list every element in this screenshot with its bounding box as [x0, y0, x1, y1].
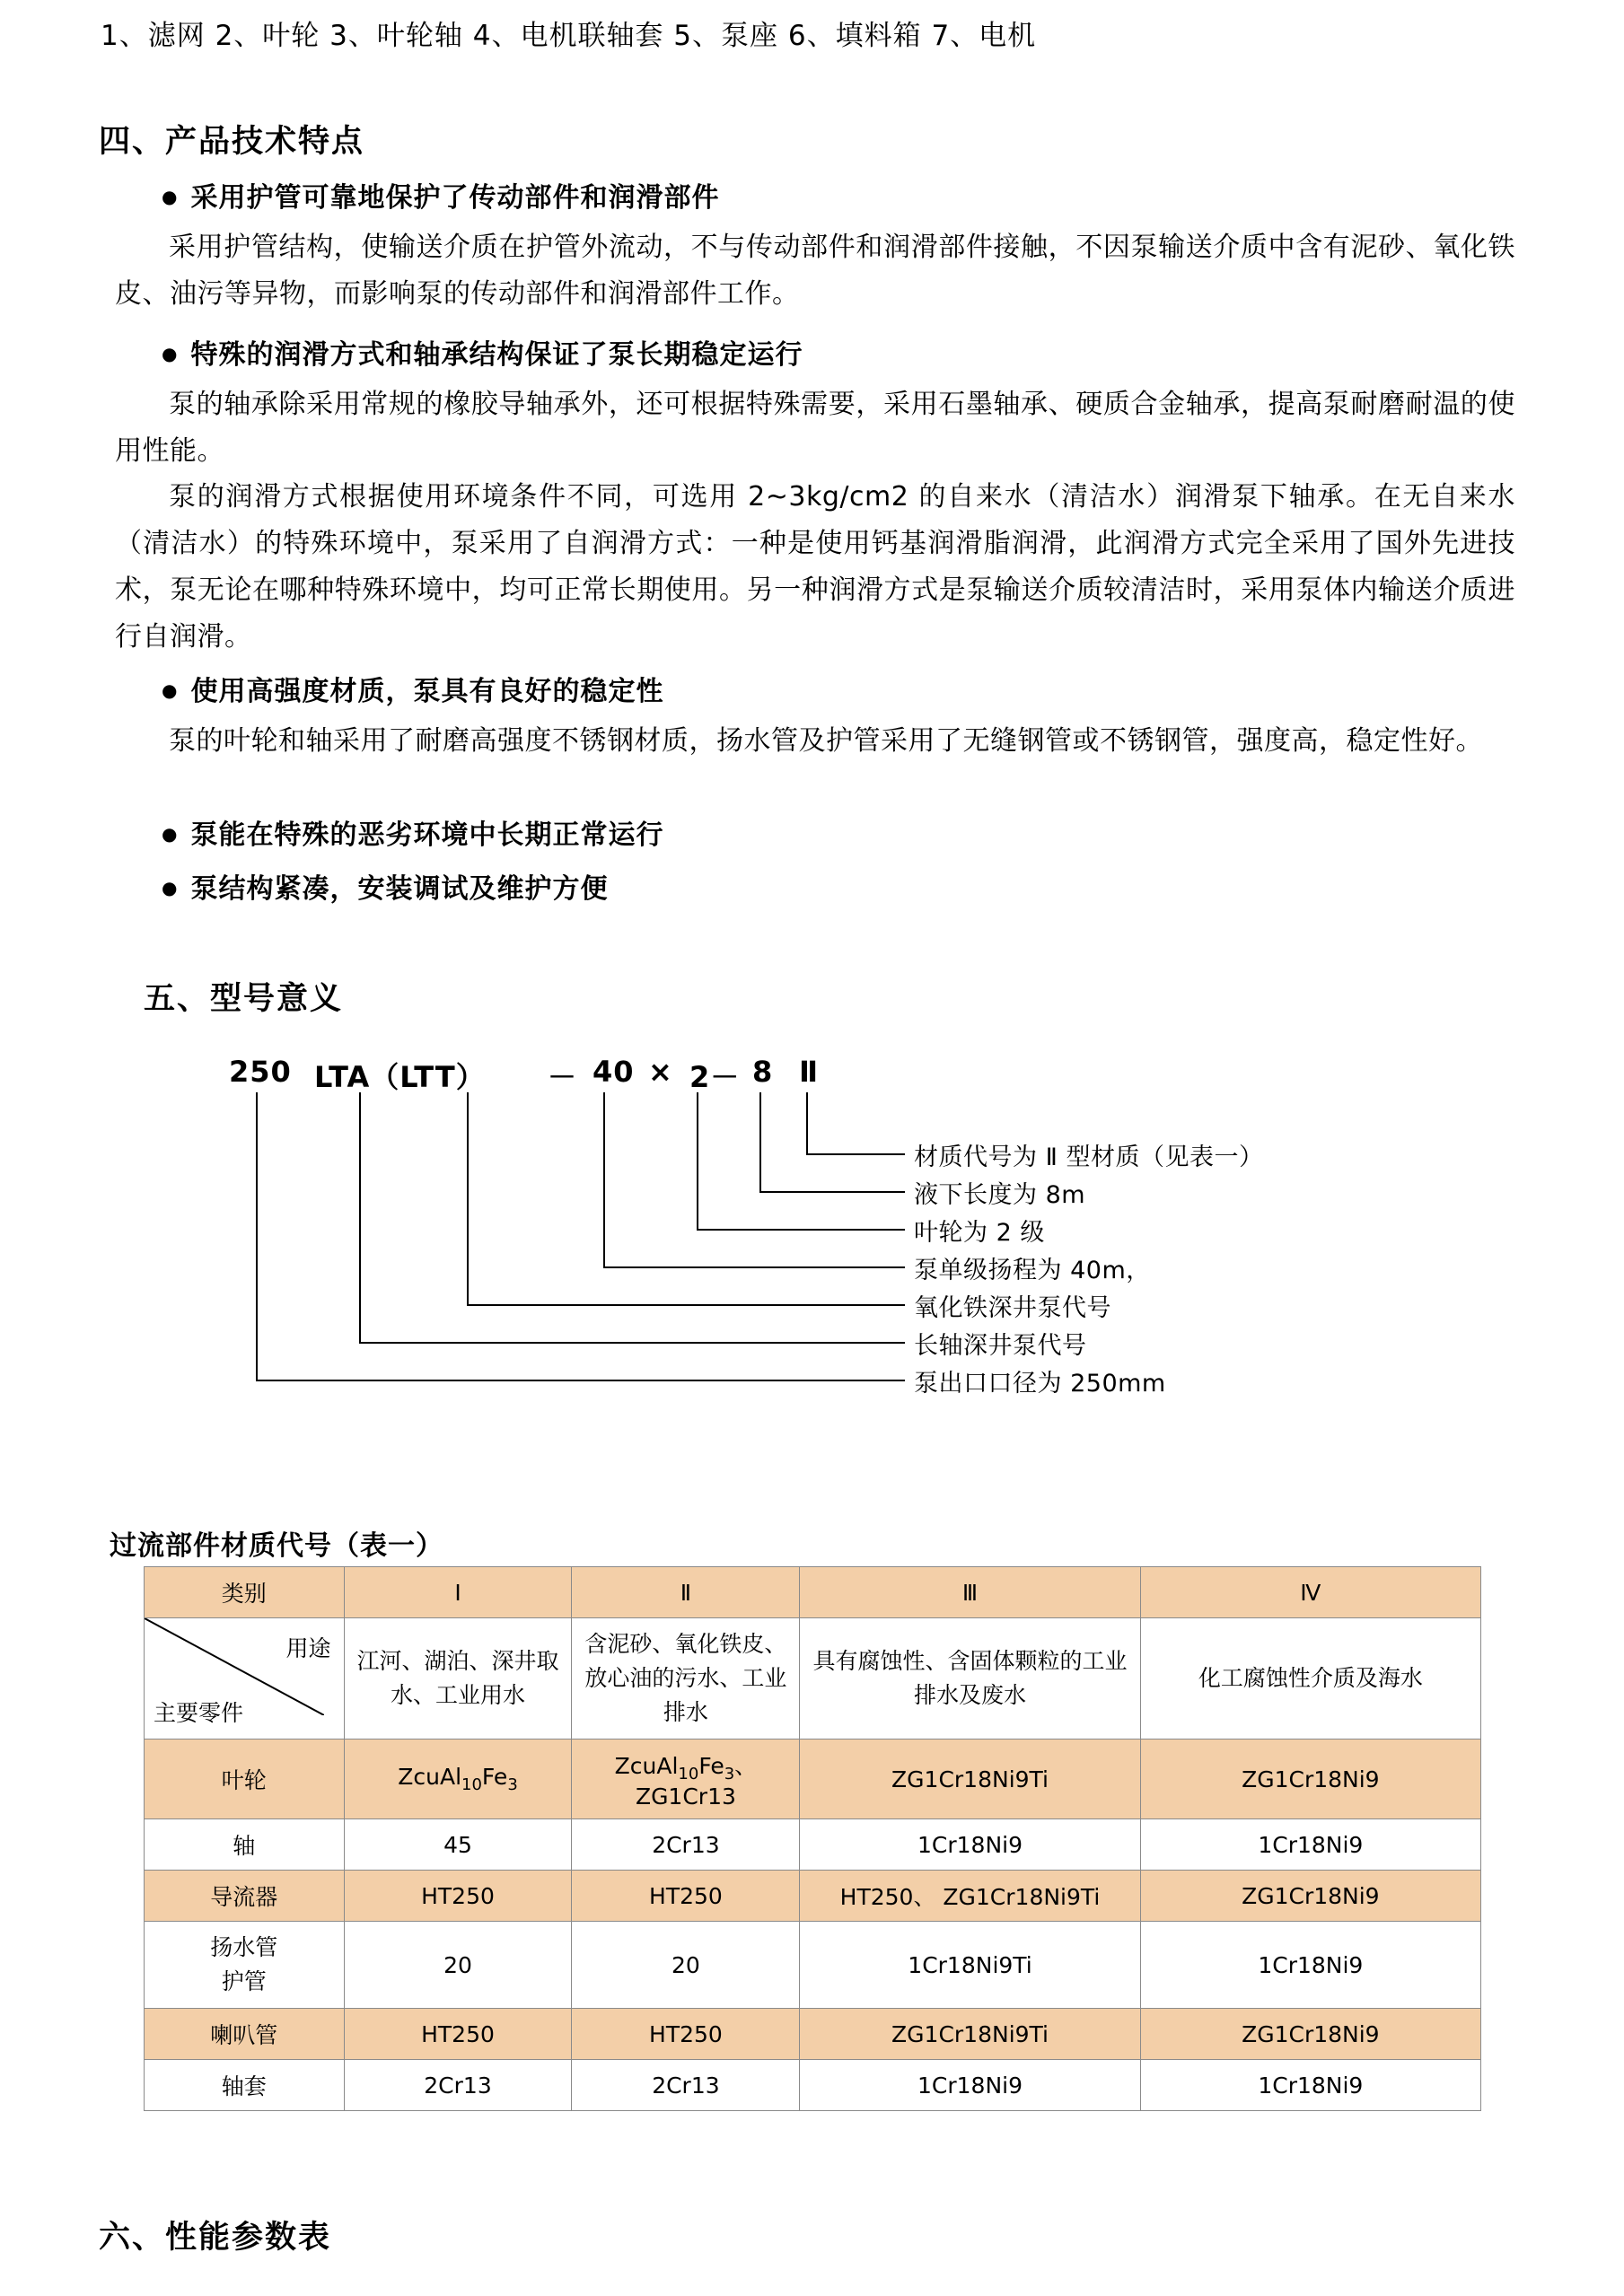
section-title-4: 四、产品技术特点: [99, 124, 365, 160]
model-label-5: 长轴深井泵代号: [914, 1332, 1087, 1360]
table-cell: $ZcuAl_{10}Fe_3$、ZG1Cr13: [572, 1740, 800, 1819]
feature-paragraph-3: 泵的润滑方式根据使用环境条件不同，可选用 2~3kg/cm2 的自来水（清洁水）润滑泵下轴承。在无自来水（清洁水）的特殊环境中，泵采用了自润滑方式：一种是使用钙基润滑脂润滑，此润滑方式完全采用了国外先进技术，泵无论在哪种特殊环境中，均可正常长期使用。另一种润滑方式是泵输送介质较清洁时，采用泵体内输送介质进行自润滑。: [115, 481, 1515, 653]
table-row-label: 导流器: [145, 1871, 345, 1922]
model-part-0: 250: [229, 1055, 292, 1089]
table-cell: 1Cr18Ni9: [1140, 2060, 1480, 2111]
table-cell: 化工腐蚀性介质及海水: [1140, 1618, 1480, 1740]
feature-bullet-4: ● 泵能在特殊的恶劣环境中长期正常运行: [162, 812, 663, 852]
table-row-label: 轴套: [145, 2060, 345, 2111]
table-cell: 1Cr18Ni9: [1140, 1819, 1480, 1871]
table-cell: 含泥砂、氧化铁皮、放心油的污水、工业排水: [572, 1618, 800, 1740]
table-row: [145, 2009, 1481, 2060]
feature-paragraph-4: 泵的叶轮和轴采用了耐磨高强度不锈钢材质，扬水管及护管采用了无缝钢管或不锈钢管，强度高，稳定性好。: [169, 725, 1483, 757]
feature-bullet-3: ● 使用高强度材质，泵具有良好的稳定性: [162, 669, 663, 708]
model-part-5: 2－: [689, 1060, 741, 1094]
model-label-6: 泵出口口径为 250mm: [914, 1370, 1166, 1398]
model-label-2: 叶轮为 2 级: [914, 1219, 1045, 1247]
model-code-diagram: [0, 1055, 1624, 1503]
model-label-3: 泵单级扬程为 40m，: [914, 1257, 1151, 1284]
table-cell: HT250、 ZG1Cr18Ni9Ti: [800, 1871, 1140, 1922]
model-part-4: ×: [648, 1055, 673, 1089]
table-cell: 具有腐蚀性、含固体颗粒的工业排水及废水: [800, 1618, 1140, 1740]
table-usage-row: [145, 1618, 1481, 1740]
table-row: [145, 1740, 1481, 1819]
table-cell: 江河、湖泊、深井取水、工业用水: [344, 1618, 572, 1740]
table-header-row: [145, 1567, 1481, 1618]
table-row: [145, 1871, 1481, 1922]
diagonal-label-top: 用途: [285, 1635, 331, 1661]
table-cell: HT250: [344, 1871, 572, 1922]
table-cell: HT250: [572, 2009, 800, 2060]
model-label-1: 液下长度为 8m: [914, 1181, 1086, 1209]
model-part-1: LTA（LTT）: [314, 1060, 486, 1094]
table-cell: 2Cr13: [572, 2060, 800, 2111]
material-code-table: [144, 1566, 1481, 2111]
table-title: 过流部件材质代号（表一）: [110, 1530, 443, 1562]
table-cell: ZG1Cr18Ni9: [1140, 1740, 1480, 1819]
table-cell: ZG1Cr18Ni9: [1140, 2009, 1480, 2060]
table-row-label: 叶轮: [145, 1740, 345, 1819]
table-row: [145, 2060, 1481, 2111]
table-row-label: 轴: [145, 1819, 345, 1871]
table-row: [145, 1819, 1481, 1871]
table-cell: 20: [572, 1922, 800, 2009]
table-cell: 45: [344, 1819, 572, 1871]
table-row-label: 喇叭管: [145, 2009, 345, 2060]
table-row-label: 扬水管 护管: [145, 1922, 345, 2009]
model-part-7: Ⅱ: [799, 1055, 820, 1089]
table-cell: ZG1Cr18Ni9Ti: [800, 1740, 1140, 1819]
feature-paragraph-1: 采用护管结构，使输送介质在护管外流动，不与传动部件和润滑部件接触，不因泵输送介质中含有泥砂、氧化铁皮、油污等异物，而影响泵的传动部件和润滑部件工作。: [115, 232, 1515, 310]
model-part-3: 40: [593, 1055, 635, 1089]
table-cell: ZG1Cr18Ni9: [1140, 1871, 1480, 1922]
table-cell: 2Cr13: [344, 2060, 572, 2111]
table-cell: HT250: [572, 1871, 800, 1922]
table-header-cell: 类别: [145, 1567, 345, 1618]
table-header-cell: Ⅲ: [800, 1567, 1140, 1618]
model-label-0: 材质代号为 Ⅱ 型材质（见表一）: [914, 1144, 1264, 1171]
table-header-cell: Ⅰ: [344, 1567, 572, 1618]
feature-bullet-2: ● 特殊的润滑方式和轴承结构保证了泵长期稳定运行: [162, 332, 803, 372]
table-diagonal-header-cell: [145, 1618, 345, 1740]
parts-legend: 1、滤网 2、叶轮 3、叶轮轴 4、电机联轴套 5、泵座 6、填料箱 7、电机: [101, 20, 1037, 52]
table-row: [145, 1922, 1481, 2009]
section-title-5: 五、型号意义: [144, 981, 344, 1017]
section-title-6: 六、性能参数表: [99, 2220, 332, 2256]
table-cell: 20: [344, 1922, 572, 2009]
table-header-cell: Ⅱ: [572, 1567, 800, 1618]
feature-bullet-5: ● 泵结构紧凑，安装调试及维护方便: [162, 866, 608, 906]
model-label-4: 氧化铁深井泵代号: [914, 1294, 1111, 1322]
table-header-cell: Ⅳ: [1140, 1567, 1480, 1618]
table-cell: $ZcuAl_{10}Fe_3$: [344, 1740, 572, 1819]
table-cell: 1Cr18Ni9Ti: [800, 1922, 1140, 2009]
feature-paragraph-2: 泵的轴承除采用常规的橡胶导轴承外，还可根据特殊需要，采用石墨轴承、硬质合金轴承，提高泵耐磨耐温的使用性能。: [115, 389, 1515, 467]
table-cell: 2Cr13: [572, 1819, 800, 1871]
table-cell: 1Cr18Ni9: [800, 2060, 1140, 2111]
model-part-2: －: [548, 1060, 578, 1094]
table-cell: 1Cr18Ni9: [800, 1819, 1140, 1871]
table-cell: ZG1Cr18Ni9Ti: [800, 2009, 1140, 2060]
table-cell: 1Cr18Ni9: [1140, 1922, 1480, 2009]
diagonal-label-bottom: 主要零件: [154, 1700, 244, 1726]
table-cell: HT250: [344, 2009, 572, 2060]
model-part-6: 8: [752, 1055, 774, 1089]
feature-bullet-1: ● 采用护管可靠地保护了传动部件和润滑部件: [162, 175, 719, 215]
